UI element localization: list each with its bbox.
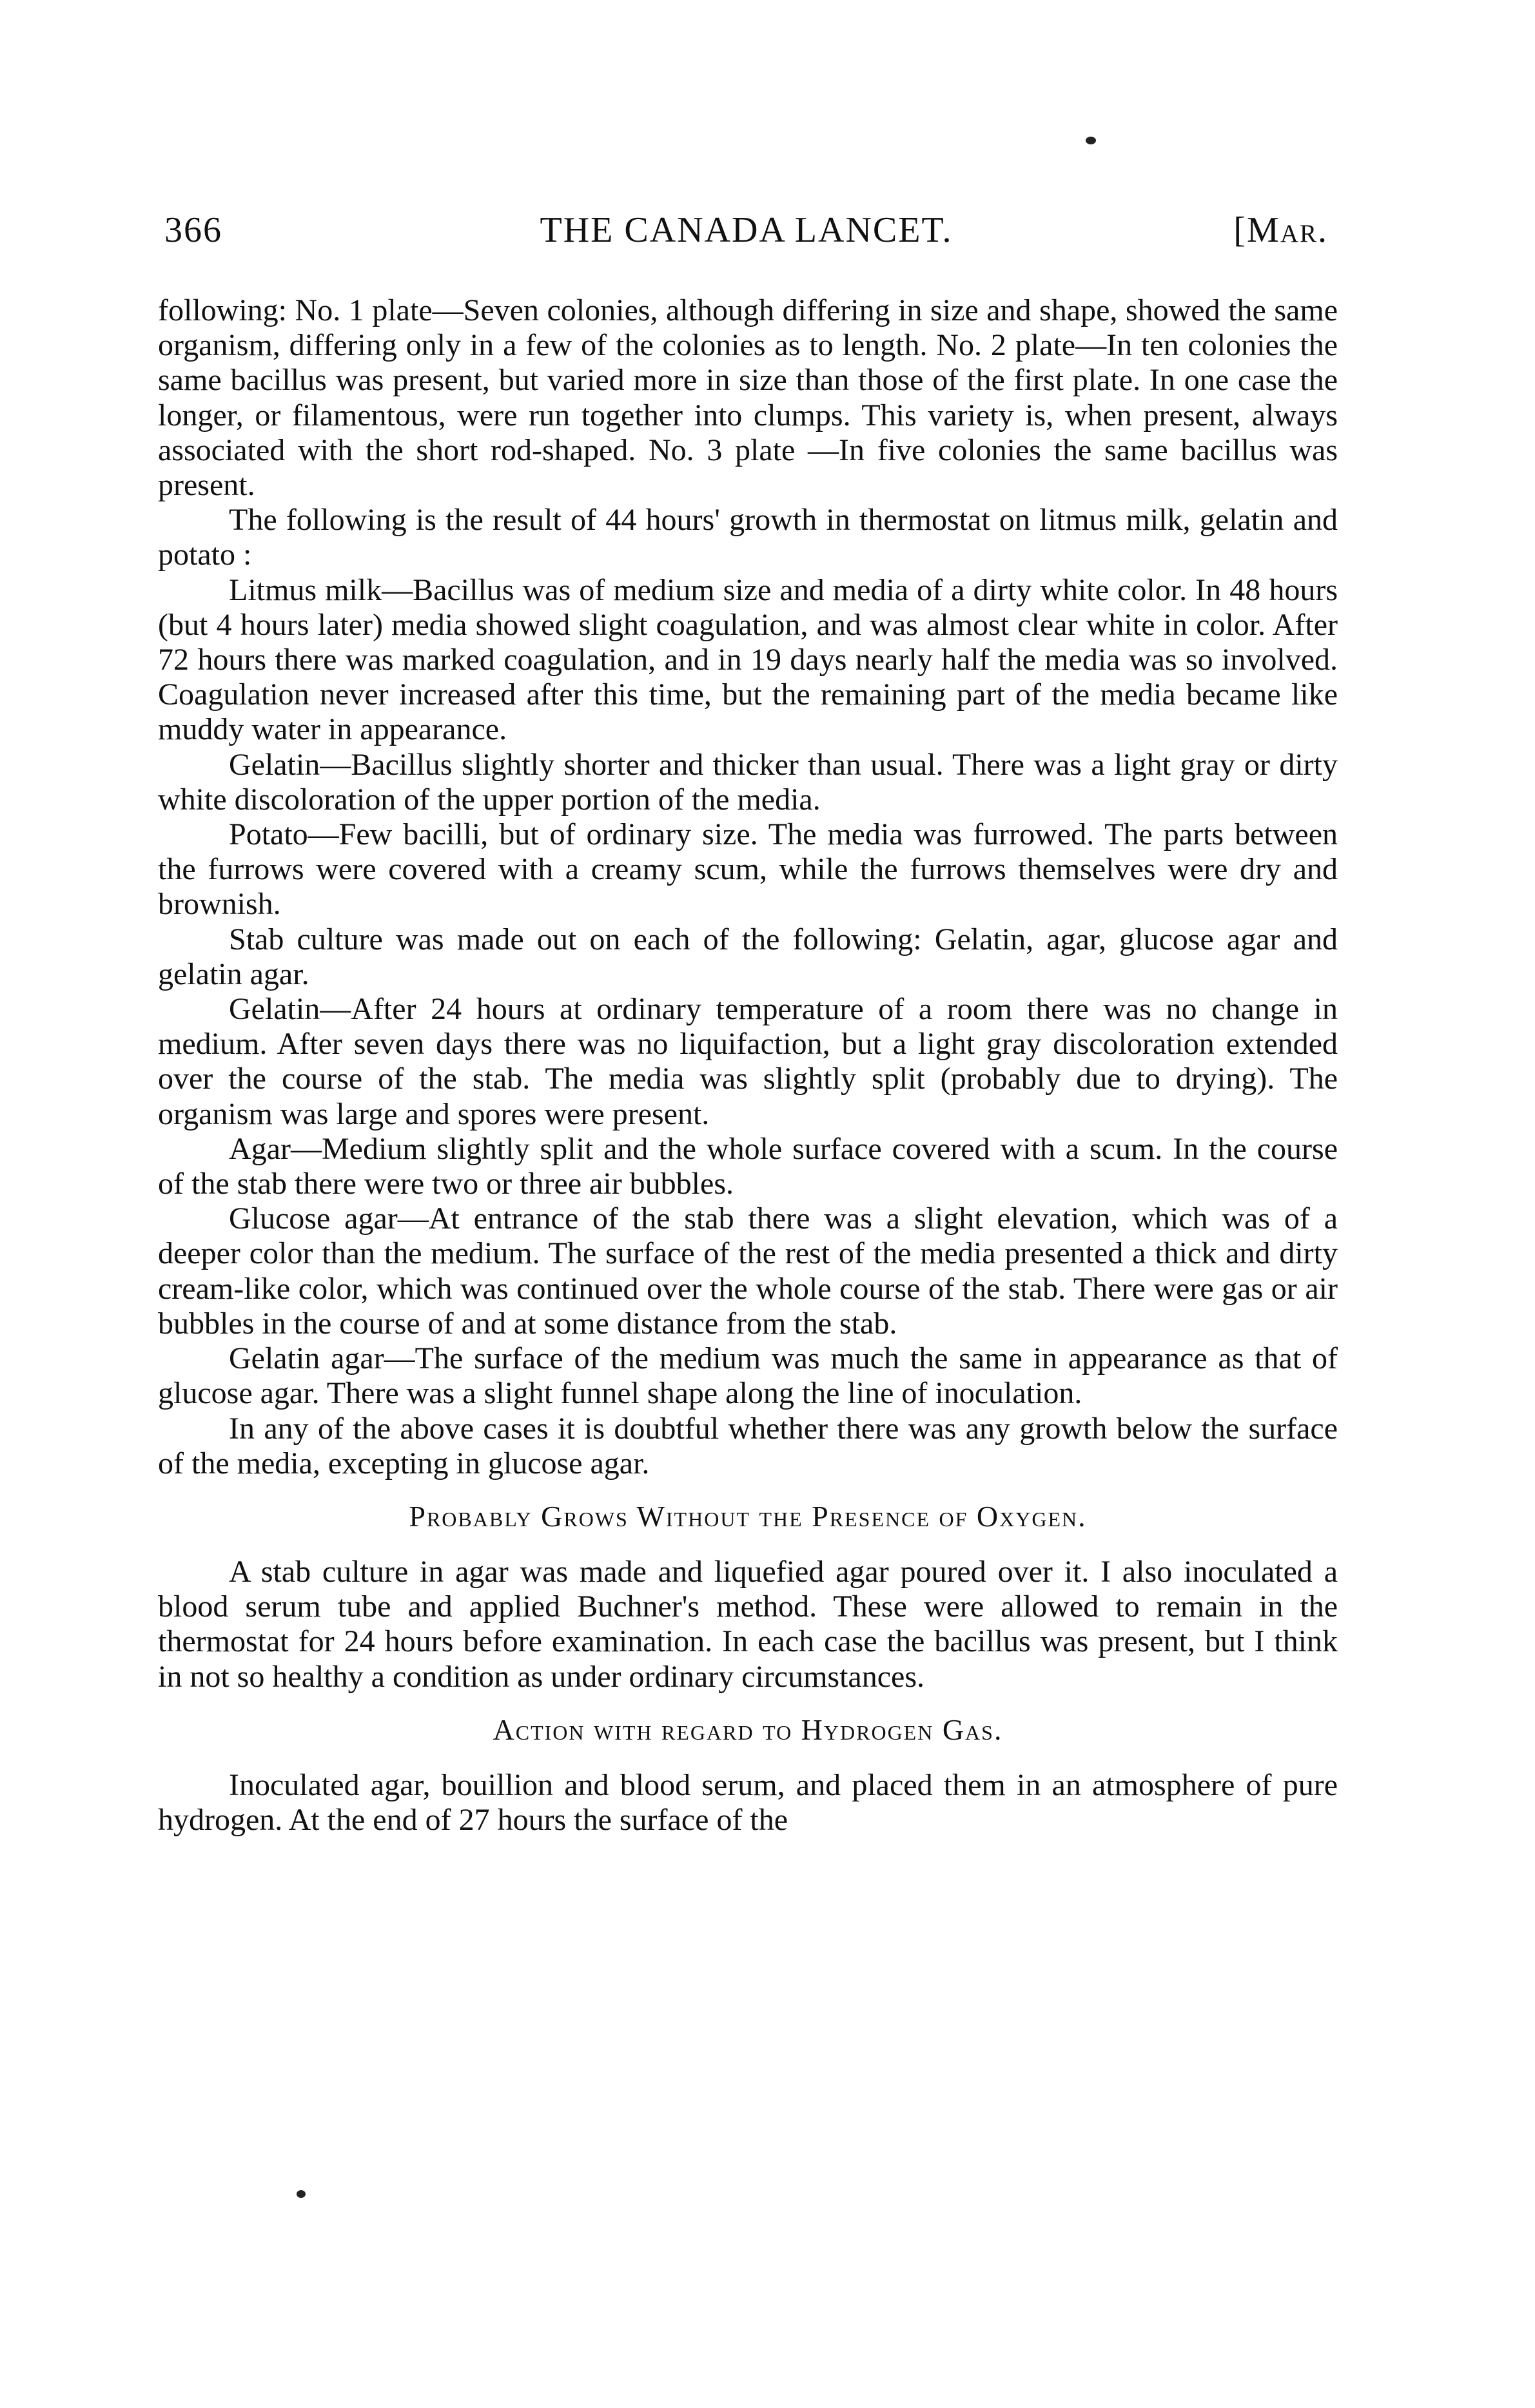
article-body xyxy=(158,293,1338,1838)
running-title: THE CANADA LANCET. xyxy=(540,210,953,250)
paragraph: A stab culture in agar was made and liquefied agar poured over it. I also inoculated a blood serum tube and applied Buchner's method. These were allowed to remain in the thermostat for 24 hours before examination. In each case the bacillus was present, but I think in not so healthy a condition as under ordinary circumstances. xyxy=(158,1554,1338,1694)
paragraph: Gelatin—Bacillus slightly shorter and thicker than usual. There was a light gray or dirty white discoloration of the upper portion of the media. xyxy=(158,747,1338,817)
section-heading-oxygen: Probably Grows Without the Presence of Oxygen. xyxy=(409,1499,1087,1533)
page-number: 366 xyxy=(164,210,222,250)
paragraph: Agar—Medium slightly split and the whole surface covered with a scum. In the course of the stab there were two or three air bubbles. xyxy=(158,1131,1338,1201)
issue-mark: [Mar. xyxy=(1233,210,1328,250)
paragraph: Gelatin—After 24 hours at ordinary temperature of a room there was no change in medium. After seven days there was no liquifaction, but a light gray discoloration extended over the course of the stab. The media was slightly split (probably due to drying). The organism was large and spores were present. xyxy=(158,992,1338,1131)
paragraph-continued: following: No. 1 plate—Seven colonies, although differing in size and shape, showed the same organism, differing only in a few of the colonies as to length. No. 2 plate—In ten colonies the same bacillus was present, but varied more in size than those of the first plate. In one case the longer, or filamentous, were run together into clumps. This variety is, when present, always associated with the short rod-shaped. No. 3 plate —In five colonies the same bacillus was present. xyxy=(158,293,1338,503)
paragraph: Potato—Few bacilli, but of ordinary size. The media was furrowed. The parts between the furrows were covered with a creamy scum, while the furrows themselves were dry and brownish. xyxy=(158,817,1338,922)
paragraph: Gelatin agar—The surface of the medium was much the same in appearance as that of glucose agar. There was a slight funnel shape along the line of inoculation. xyxy=(158,1341,1338,1411)
paragraph: The following is the result of 44 hours' growth in thermostat on litmus milk, gelatin and potato : xyxy=(158,503,1338,572)
paragraph: In any of the above cases it is doubtful whether there was any growth below the surface of the media, excepting in glucose agar. xyxy=(158,1411,1338,1481)
section-heading-hydrogen: Action with regard to Hydrogen Gas. xyxy=(493,1713,1003,1746)
running-header xyxy=(164,209,1328,261)
ink-speck xyxy=(297,2190,306,2198)
paragraph: Glucose agar—At entrance of the stab there was a slight elevation, which was of a deeper color than the medium. The surface of the rest of the media presented a thick and dirty cream-like color, which was continued over the whole course of the stab. There were gas or air bubbles in the course of and at some distance from the stab. xyxy=(158,1201,1338,1341)
paragraph: Inoculated agar, bouillion and blood serum, and placed them in an atmosphere of pure hydrogen. At the end of 27 hours the surface of the xyxy=(158,1767,1338,1837)
ink-speck xyxy=(1086,137,1096,144)
paragraph: Litmus milk—Bacillus was of medium size and media of a dirty white color. In 48 hours (but 4 hours later) media showed slight coagulation, and was almost clear white in color. After 72 hours there was marked coagulation, and in 19 days nearly half the media was so involved. Coagulation never increased after this time, but the remaining part of the media became like muddy water in appearance. xyxy=(158,572,1338,747)
paragraph: Stab culture was made out on each of the following: Gelatin, agar, glucose agar and gelatin agar. xyxy=(158,922,1338,991)
